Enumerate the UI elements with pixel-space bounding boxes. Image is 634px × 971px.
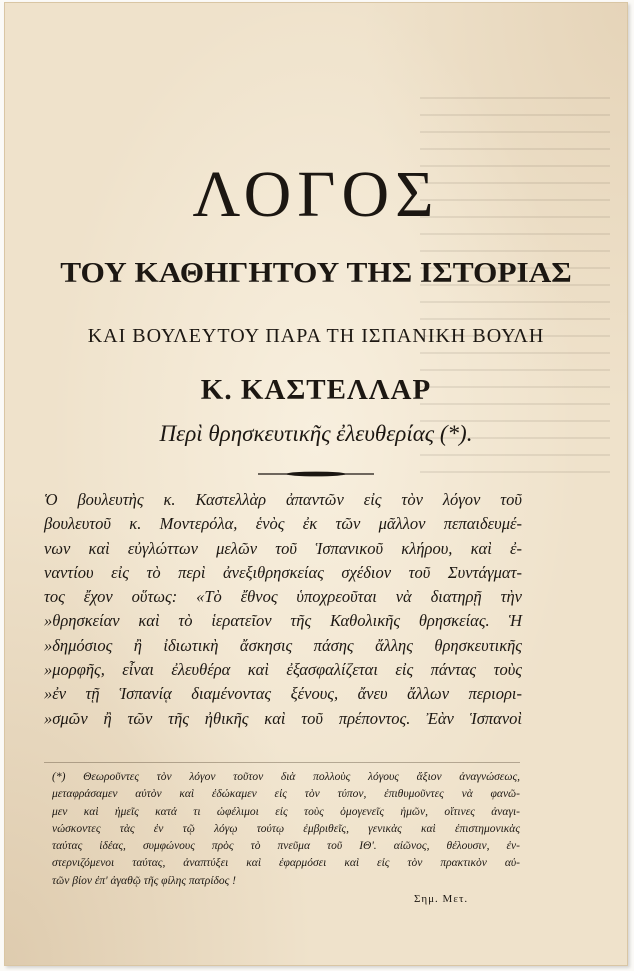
footnote-line: νώσκοντες τὰς ἐν τῷ λόγῳ τούτῳ ἐμβριθεῖς, γενικὰς καὶ ἐπιστημονικὰς bbox=[52, 822, 520, 835]
body-line: νων καὶ εὐγλώττων μελῶν τοῦ Ἱσπανικοῦ κλήρου, καὶ ἐ- bbox=[44, 538, 522, 558]
footnote-line: μεταφράσαμεν αὐτὸν καὶ ἐδώκαμεν εἰς τὸν τύπον, ἐπιθυμοῦντες νὰ φανῶ- bbox=[52, 788, 520, 801]
footnote-line: μεν καὶ ἡμεῖς κατά τι ὠφέλιμοι εἰς τοὺς ὁμογενεῖς ἡμῶν, οἵτινες ἀναγι- bbox=[52, 805, 520, 818]
subtitle-secondary: ΚΑΙ ΒΟΥΛΕΥΤΟΥ ΠΑΡΑ ΤΗ ΙΣΠΑΝΙΚΗ ΒΟΥΛΗ bbox=[87, 325, 545, 347]
footnote bbox=[52, 769, 520, 890]
body-line: Ὁ βουλευτὴς κ. Καστελλὰρ ἀπαντῶν εἰς τὸν λόγον τοῦ bbox=[44, 490, 522, 509]
footnote-line: (*) Θεωροῦντες τὸν λόγον τοῦτον διὰ πολλοὺς λόγους ἄξιον ἀναγνώσεως, bbox=[52, 771, 520, 783]
footnote-separator bbox=[44, 762, 520, 763]
footnote-line: τῶν βίον ἐπ' ἀγαθῷ τῆς φίλης πατρίδος ! bbox=[52, 874, 236, 887]
body-text bbox=[44, 488, 522, 731]
body-line: »δημόσιος ἢ ἰδιωτικὴ ἄσκησις πάσης ἄλλης θρησκευτικῆς bbox=[44, 635, 522, 655]
body-line: »ἐν τῇ Ἱσπανίᾳ διαμένοντας ξένους, ἄνευ ἄλλων περιορι- bbox=[44, 684, 522, 704]
translator-note: Σημ. Μετ. bbox=[414, 893, 469, 905]
body-line: »θρησκείαν καὶ τὸ ἱερατεῖον τῆς Καθολικῆς θρησκείας. Ἡ bbox=[44, 611, 522, 631]
page-title: ΛΟΓΟΣ bbox=[192, 158, 440, 231]
topic-line: Περὶ θρησκευτικῆς ἐλευθερίας (*). bbox=[159, 421, 473, 446]
footnote-line: ταύτας ἰδέας, συμφώνους πρὸς τὸ πνεῦμα τοῦ ΙΘ'. αἰῶνος, θέλουσιν, ἐν- bbox=[52, 840, 520, 853]
footnote-line: στερνιζόμενοι ταύτας, ἀναπτύξει καὶ ἐφαρμόσει καὶ εἰς τὸν πρακτικὸν αὐ- bbox=[52, 857, 520, 870]
body-line: ναντίου εἰς τὸ περὶ ἀνεξιθρησκείας σχέδιον τοῦ Συντάγματ- bbox=[44, 562, 522, 582]
ornament-divider bbox=[256, 470, 376, 478]
document-page bbox=[4, 2, 628, 966]
author-name: Κ. ΚΑΣΤΕΛΛΑΡ bbox=[200, 374, 432, 406]
body-line: »σμῶν ἢ τῶν τῆς ἠθικῆς καὶ τοῦ πρέποντος. Ἐὰν Ἱσπανοὶ bbox=[44, 708, 522, 728]
body-line: »μορφῆς, εἶναι ἐλευθέρα καὶ ἐξασφαλίζεται εἰς πάντας τοὺς bbox=[44, 660, 522, 680]
subtitle: ΤΟΥ ΚΑΘΗΓΗΤΟΥ ΤΗΣ ΙΣΤΟΡΙΑΣ bbox=[60, 257, 572, 289]
body-line: βουλευτοῦ κ. Μοντερόλα, ἑνὸς ἐκ τῶν μᾶλλον πεπαιδευμέ- bbox=[44, 514, 522, 534]
body-line: τος ἔχον οὕτως: «Τὸ ἔθνος ὑποχρεοῦται νὰ διατηρῇ τὴν bbox=[44, 587, 522, 607]
